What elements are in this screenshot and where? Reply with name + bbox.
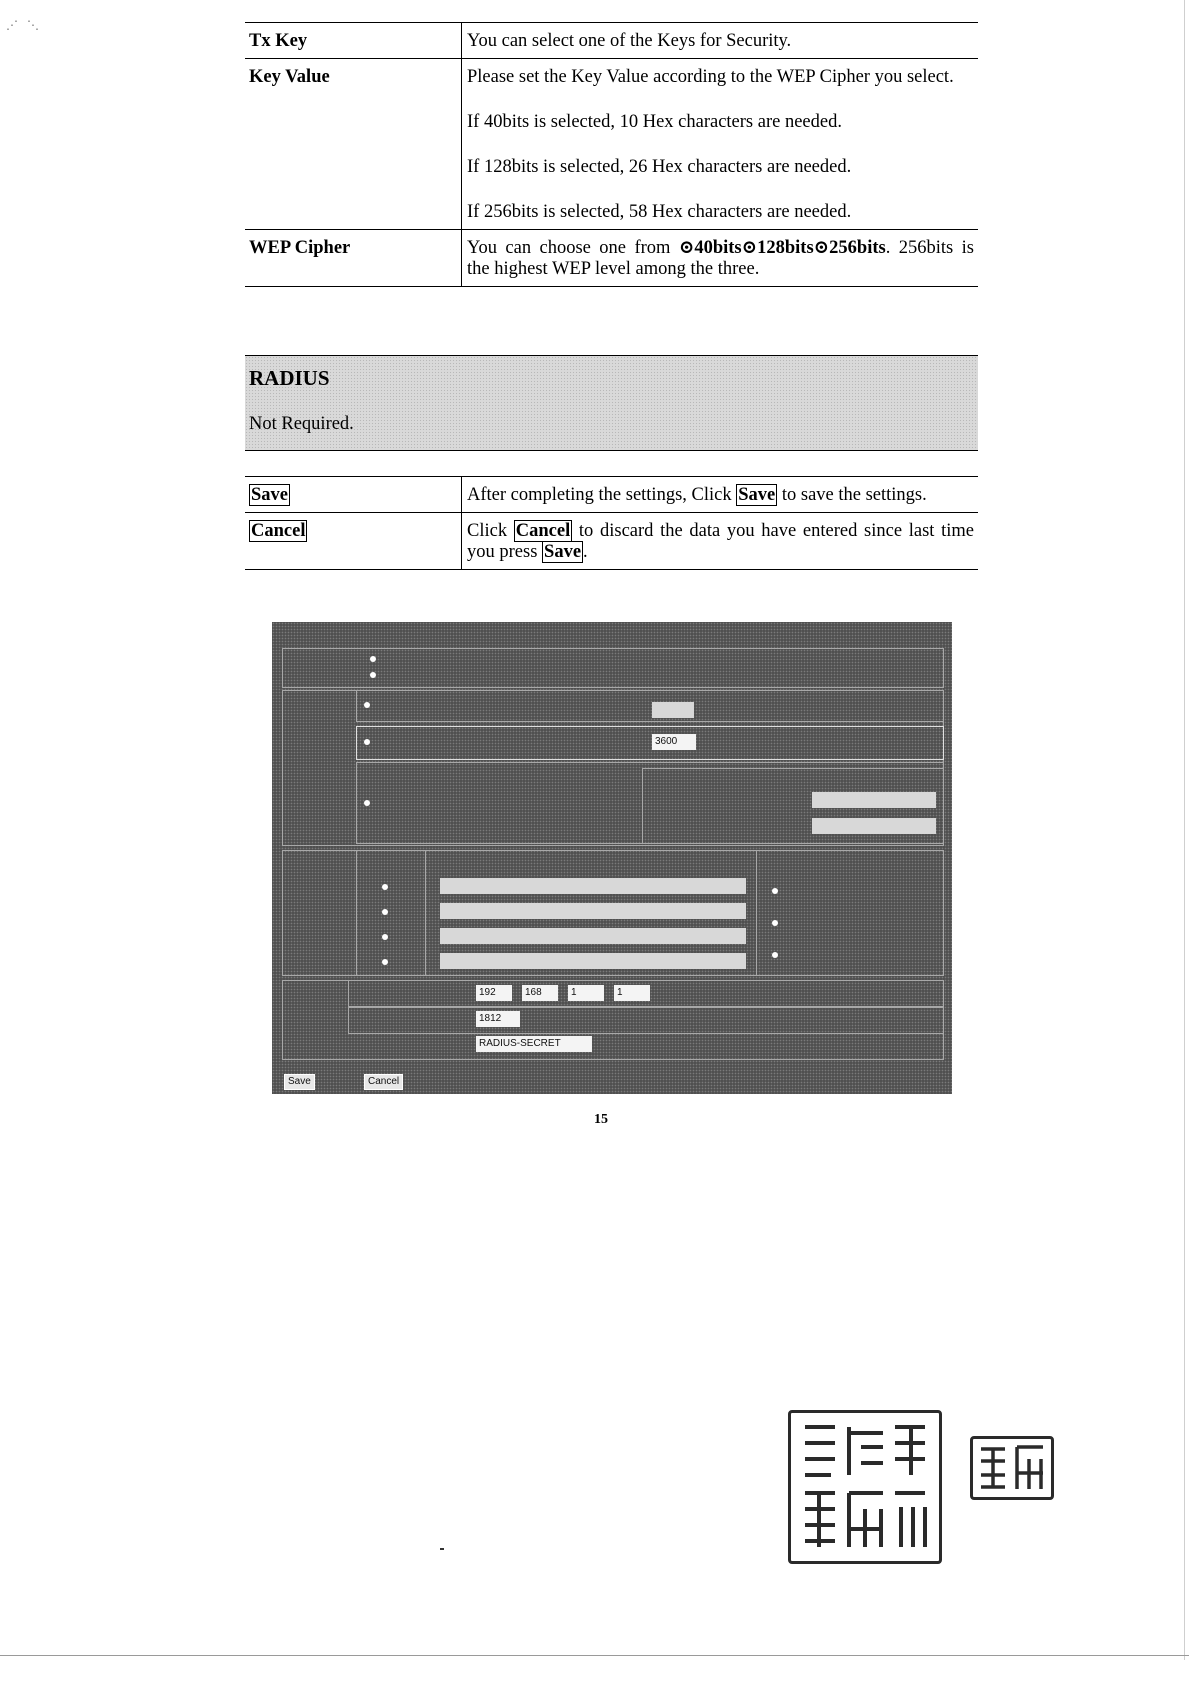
definition-text: After completing the settings, Click	[467, 485, 737, 505]
definition-text: If 256bits is selected, 58 Hex characters are needed.	[467, 202, 852, 222]
screenshot-field	[812, 792, 936, 808]
radius-note: Not Required.	[249, 414, 354, 434]
term-key-value: Key Value	[245, 59, 462, 230]
definition-save	[462, 477, 979, 513]
scan-speck: ⋰ ⋱	[6, 18, 42, 32]
radio-icon	[772, 952, 778, 958]
definition-text: If 128bits is selected, 26 Hex characters are needed.	[467, 157, 852, 177]
radio-icon	[370, 672, 376, 678]
settings-screenshot	[272, 622, 952, 1094]
radius-ip-field: 1	[568, 985, 604, 1001]
wep-key-field	[440, 903, 746, 919]
definition-text: to discard the data you have entered since last time you press	[467, 521, 974, 562]
table-row-cancel	[245, 513, 978, 570]
table-row-key-value	[245, 59, 978, 230]
description-table	[245, 22, 978, 287]
wep-key-field	[440, 878, 746, 894]
screenshot-block	[356, 690, 944, 722]
wep-key-field	[440, 953, 746, 969]
page-number: 15	[594, 1112, 608, 1127]
seal-stamp-icon	[788, 1410, 942, 1564]
seal-stamp-icon	[970, 1436, 1054, 1500]
radio-icon	[364, 800, 370, 806]
radio-icon	[382, 909, 388, 915]
radius-section	[245, 355, 978, 451]
page-edge	[0, 1655, 1189, 1656]
save-term-box: Save	[251, 485, 288, 505]
term-cancel	[245, 513, 462, 570]
screenshot-block	[282, 648, 944, 688]
definition-tx-key	[462, 23, 979, 59]
screenshot-cancel-button: Cancel	[364, 1074, 403, 1090]
table-row-tx-key	[245, 23, 978, 59]
page-edge	[1184, 0, 1185, 1660]
group-key-time-field: 3600	[652, 734, 696, 750]
radius-heading: RADIUS	[249, 366, 330, 390]
save-inline-box: Save	[544, 542, 582, 562]
definition-text: . 256bits is the highest WEP level among the three.	[467, 238, 974, 279]
table-row-wep-cipher	[245, 230, 978, 287]
table-row-save	[245, 477, 978, 513]
definition-text: Please set the Key Value according to the WEP Cipher you select.	[467, 67, 954, 87]
cipher-options: ⊙40bits⊙128bits⊙256bits	[678, 238, 886, 258]
cancel-term-box: Cancel	[251, 521, 306, 541]
screenshot-block	[356, 726, 944, 760]
screenshot-field	[812, 818, 936, 834]
screenshot-block	[756, 850, 944, 976]
definition-key-value	[462, 59, 979, 230]
save-inline-box: Save	[738, 485, 776, 505]
radio-icon	[382, 959, 388, 965]
screenshot-field	[652, 702, 694, 718]
button-description-table	[245, 476, 978, 570]
definition-text: You can select one of the Keys for Security.	[467, 31, 792, 51]
definition-wep-cipher	[462, 230, 979, 287]
cancel-inline-box: Cancel	[515, 521, 571, 541]
radio-icon	[382, 884, 388, 890]
definition-text: .	[583, 542, 588, 562]
definition-text: Click	[467, 521, 514, 541]
wep-key-field	[440, 928, 746, 944]
radio-icon	[772, 888, 778, 894]
radius-ip-field: 1	[614, 985, 650, 1001]
definition-text: You can choose one from	[467, 238, 679, 258]
radio-icon	[364, 739, 370, 745]
radius-secret-field: RADIUS-SECRET	[476, 1036, 592, 1052]
term-save	[245, 477, 462, 513]
definition-text: to save the settings.	[777, 485, 927, 505]
screenshot-block	[348, 1006, 944, 1034]
radius-ip-field: 168	[522, 985, 558, 1001]
screenshot-block	[356, 850, 426, 976]
term-wep-cipher: WEP Cipher	[245, 230, 462, 287]
radio-icon	[772, 920, 778, 926]
radius-ip-field: 192	[476, 985, 512, 1001]
radio-icon	[382, 934, 388, 940]
definition-cancel	[462, 513, 979, 570]
radius-port-field: 1812	[476, 1011, 520, 1027]
term-tx-key: Tx Key	[245, 23, 462, 59]
radio-icon	[370, 656, 376, 662]
scan-speck	[440, 1548, 444, 1550]
radio-icon	[364, 702, 370, 708]
definition-text: If 40bits is selected, 10 Hex characters are needed.	[467, 112, 842, 132]
screenshot-save-button: Save	[284, 1074, 315, 1090]
